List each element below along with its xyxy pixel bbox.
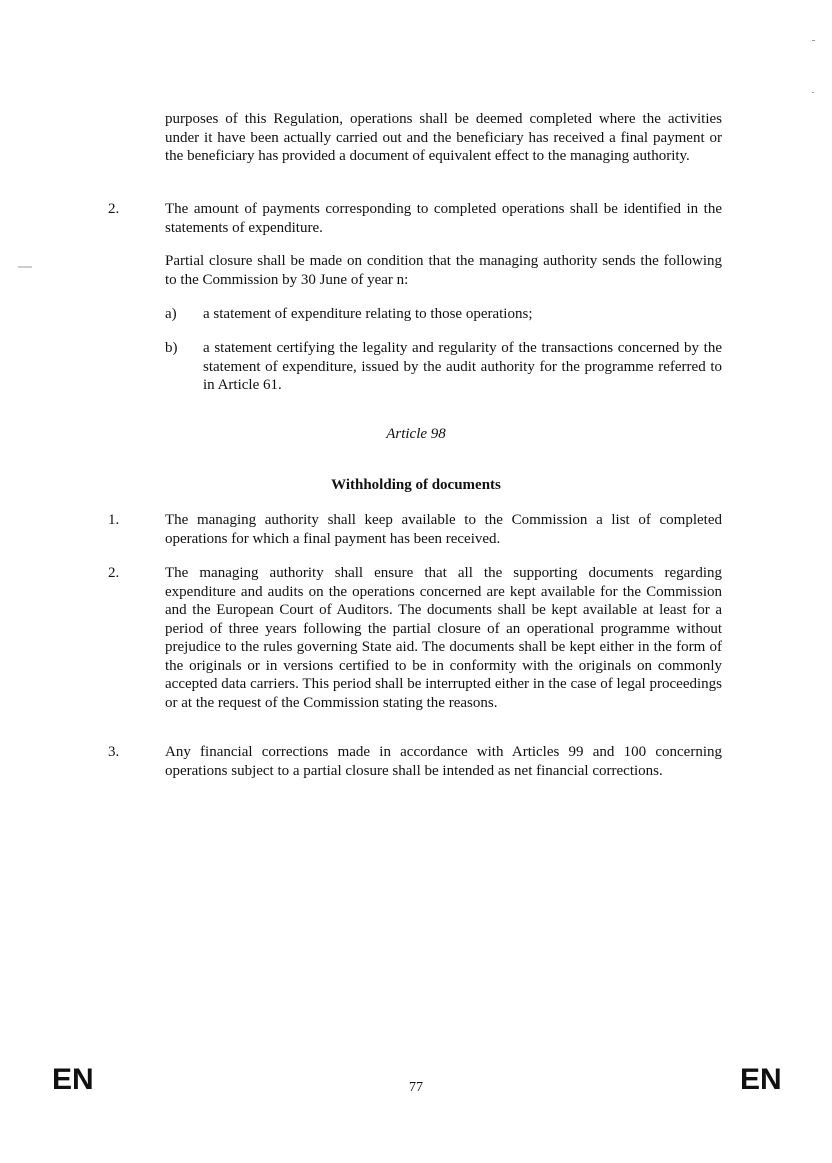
footer-language-left: EN — [52, 1063, 94, 1096]
list-item-text: a statement certifying the legality and regularity of the transactions concerned by the statement of expenditure, issued by the audit authority for the programme referred to in Article 61. — [203, 340, 722, 393]
list-item-label: a) — [165, 306, 177, 322]
intro-paragraph: purposes of this Regulation, operations shall be deemed completed where the activities under it have been actually carried out and the beneficiary has received a final payment or the beneficiary has provided a document of equivalent effect to the managing authority. — [165, 111, 722, 164]
paragraph-text: The amount of payments corresponding to completed operations shall be identified in the statements of expenditure. — [165, 201, 722, 236]
page-number: 77 — [409, 1080, 423, 1095]
scan-speck — [812, 92, 814, 93]
paragraph-number: 2. — [108, 201, 120, 217]
article-title: Withholding of documents — [331, 477, 501, 493]
paragraph-number: 2. — [108, 565, 120, 581]
article-label: Article 98 — [386, 426, 446, 442]
list-item-text: a statement of expenditure relating to those operations; — [203, 306, 533, 322]
scan-speck — [18, 266, 32, 268]
scan-speck — [812, 40, 815, 41]
paragraph-text: The managing authority shall ensure that all the supporting documents regarding expenditure and audits on the operations concerned are kept available for the Commission and the European Court of Auditors. The documents shall be kept available at least for a period of three years following the partial closure of an operational programme without prejudice to the rules governing State aid. The documents shall be kept either in the form of the originals or in versions certified to be in conformity with the originals on commonly accepted data carriers. This period shall be interrupted either in the case of legal proceedings or at the request of the Commission stating the reasons. — [165, 565, 722, 711]
list-item-label: b) — [165, 340, 178, 356]
paragraph-number: 1. — [108, 512, 120, 528]
paragraph-text: The managing authority shall keep available to the Commission a list of completed operations for which a final payment has been received. — [165, 512, 722, 547]
paragraph-text: Partial closure shall be made on condition that the managing authority sends the following to the Commission by 30 June of year n: — [165, 253, 722, 288]
paragraph-text: Any financial corrections made in accordance with Articles 99 and 100 concerning operations subject to a partial closure shall be intended as net financial corrections. — [165, 744, 722, 779]
footer-language-right: EN — [740, 1063, 782, 1096]
paragraph-number: 3. — [108, 744, 120, 760]
